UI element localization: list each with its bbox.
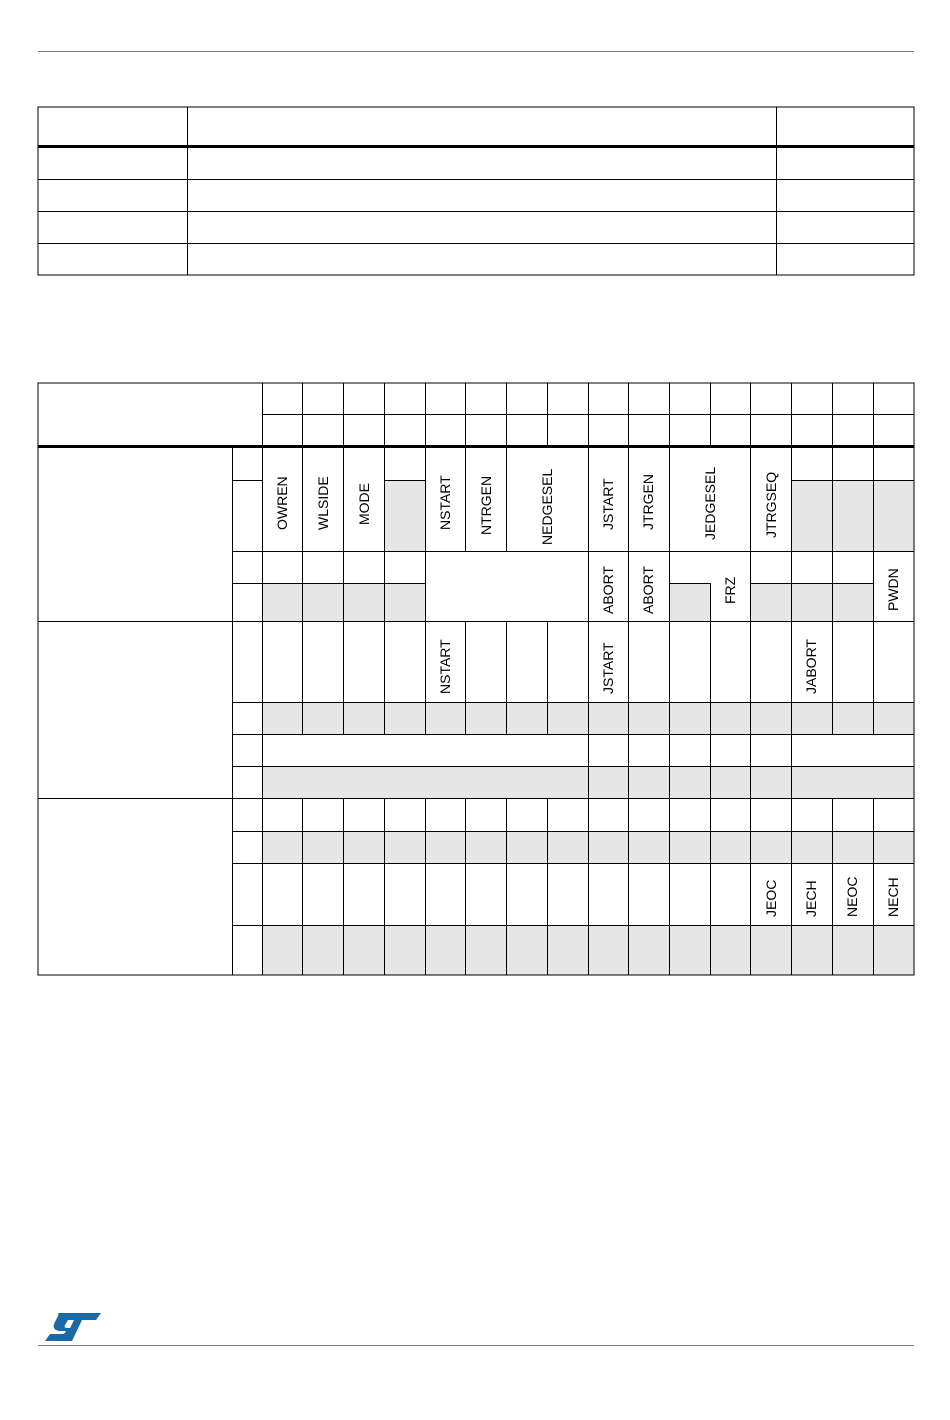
- field-nstart: NSTART: [437, 475, 453, 530]
- field-neoc: NEOC: [844, 876, 860, 917]
- grid-lines: [38, 383, 914, 975]
- st-logo-icon: [44, 1311, 102, 1343]
- field-nech: NECH: [885, 877, 901, 917]
- field-wlside: WLSIDE: [315, 476, 331, 530]
- field-jtrgen: JTRGEN: [640, 474, 656, 530]
- field-pwdn: PWDN: [885, 568, 901, 611]
- register-table: [38, 383, 914, 975]
- field-abort-1: ABORT: [600, 566, 616, 614]
- field-owren: OWREN: [274, 476, 290, 530]
- field-jedgesel: JEDGESEL: [702, 466, 718, 540]
- footer-rule: [38, 1345, 914, 1346]
- field-jtrgseq: JTRGSEQ: [763, 471, 779, 538]
- field-jech: JECH: [803, 880, 819, 917]
- field-mode: MODE: [356, 483, 372, 525]
- description-table: [38, 107, 914, 275]
- field-nstart-2: NSTART: [437, 639, 453, 694]
- field-jeoc: JEOC: [763, 879, 779, 917]
- field-jstart: JSTART: [600, 478, 616, 530]
- field-abort-2: ABORT: [640, 566, 656, 614]
- field-jstart-2: JSTART: [600, 642, 616, 694]
- field-ntrgen: NTRGEN: [478, 475, 494, 535]
- field-frz: FRZ: [722, 576, 738, 604]
- field-nedgesel: NEDGESEL: [539, 468, 555, 545]
- field-jabort: JABORT: [803, 639, 819, 694]
